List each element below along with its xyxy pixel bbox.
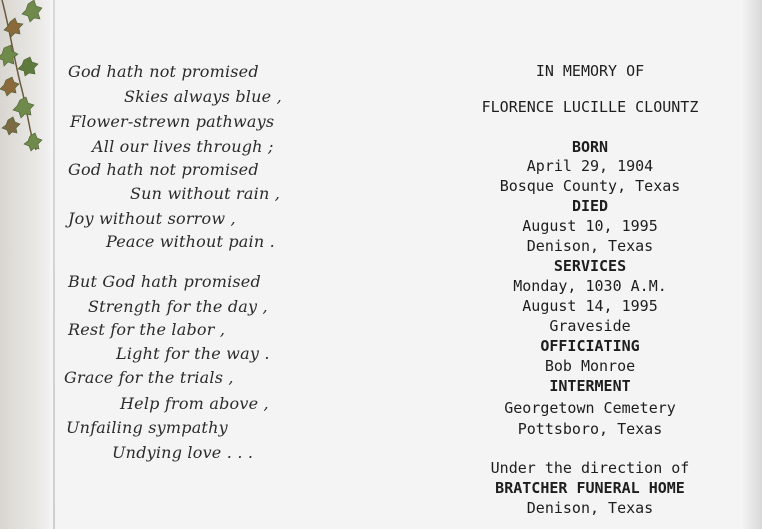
poem-line: Skies always blue , <box>124 87 282 106</box>
cemetery-place: Pottsboro, Texas <box>517 420 663 438</box>
deceased-name: FLORENCE LUCILLE CLOUNTZ <box>481 98 699 116</box>
cemetery-name: Georgetown Cemetery <box>504 399 676 417</box>
services-date: August 14, 1995 <box>522 297 658 315</box>
ivy-vine-decoration <box>0 0 60 160</box>
born-label: BORN <box>571 138 609 156</box>
poem-line: Undying love . . . <box>112 443 254 462</box>
officiating-label: OFFICIATING <box>540 337 640 355</box>
poem-line: Unfailing sympathy <box>66 418 228 437</box>
poem-line: Flower-strewn pathways <box>70 112 275 131</box>
direction-text: Under the direction of <box>490 459 690 477</box>
poem-line: Help from above , <box>120 394 269 413</box>
died-label: DIED <box>571 197 609 215</box>
poem-line: Sun without rain , <box>130 184 281 203</box>
poem-line: But God hath promised <box>68 272 261 291</box>
born-date: April 29, 1904 <box>526 157 654 175</box>
died-date: August 10, 1995 <box>522 217 658 235</box>
born-place: Bosque County, Texas <box>499 177 681 195</box>
services-label: SERVICES <box>553 257 627 275</box>
right-edge-shadow <box>743 0 762 529</box>
poem-line: Strength for the day , <box>88 297 268 316</box>
poem-line: Rest for the labor , <box>68 320 226 339</box>
poem-line: Joy without sorrow , <box>68 209 236 228</box>
memorial-heading: IN MEMORY OF <box>535 62 645 80</box>
interment-label: INTERMENT <box>549 377 631 395</box>
services-place: Graveside <box>549 317 631 335</box>
poem-line: Grace for the trials , <box>64 368 234 387</box>
poem-line: Light for the way . <box>116 344 270 363</box>
poem-line: God hath not promised <box>68 62 259 81</box>
services-time: Monday, 1030 A.M. <box>513 277 667 295</box>
poem-line: God hath not promised <box>68 160 259 179</box>
funeral-home-name: BRATCHER FUNERAL HOME <box>495 479 685 497</box>
funeral-home-place: Denison, Texas <box>526 499 654 517</box>
died-place: Denison, Texas <box>526 237 654 255</box>
card-fold-line <box>53 0 55 529</box>
poem-line: Peace without pain . <box>106 232 275 251</box>
officiant-name: Bob Monroe <box>544 357 636 375</box>
poem-line: All our lives through ; <box>92 137 274 156</box>
